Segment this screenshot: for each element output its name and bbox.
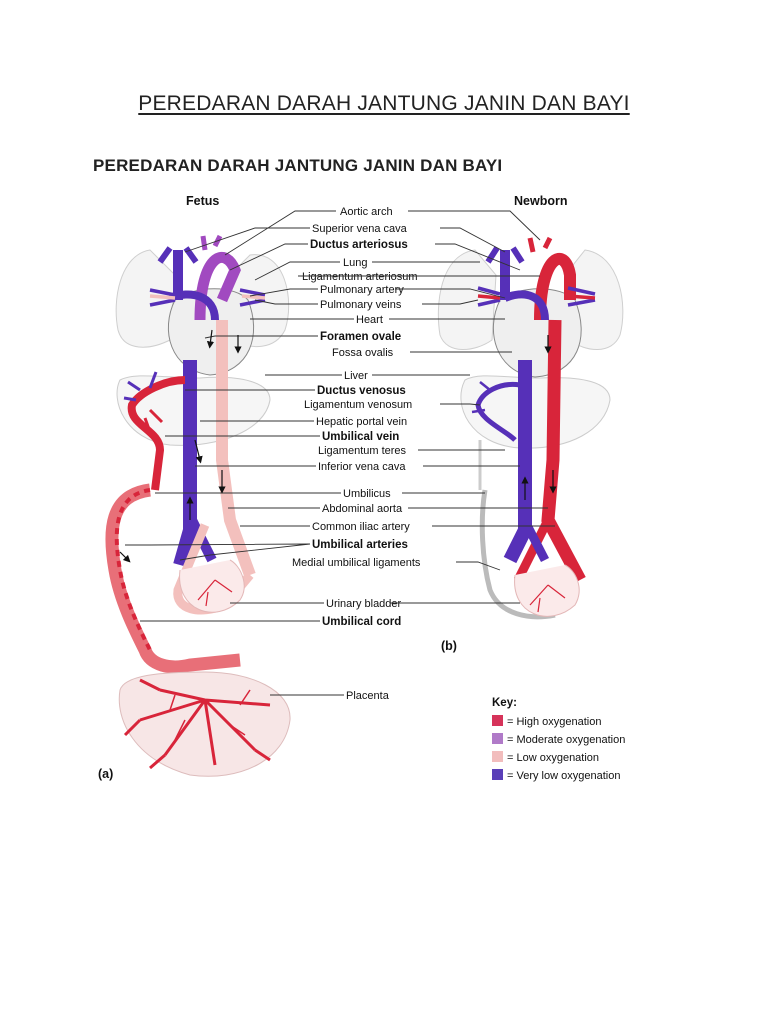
label-hepatic-portal-vein: Hepatic portal vein xyxy=(316,416,408,428)
newborn-left-lung xyxy=(438,250,496,350)
label-pulmonary-artery: Pulmonary artery xyxy=(320,284,404,296)
label-inferior-vena-cava: Inferior vena cava xyxy=(318,461,406,473)
document-title: PEREDARAN DARAH JANTUNG JANIN DAN BAYI xyxy=(138,92,630,115)
newborn-label: Newborn xyxy=(514,194,568,208)
label-liver: Liver xyxy=(344,370,368,382)
document-heading: PEREDARAN DARAH JANTUNG JANIN DAN BAYI xyxy=(93,156,503,175)
label-umbilical-vein: Umbilical vein xyxy=(322,431,400,443)
key-swatch-high xyxy=(492,715,503,726)
label-placenta: Placenta xyxy=(346,690,389,702)
key-swatch-low xyxy=(492,751,503,762)
panel-a-label: (a) xyxy=(98,767,114,781)
label-aortic-arch: Aortic arch xyxy=(340,206,393,218)
label-lung: Lung xyxy=(343,257,368,269)
label-ductus-venosus: Ductus venosus xyxy=(317,385,406,397)
color-key xyxy=(492,697,625,782)
label-umbilical-cord: Umbilical cord xyxy=(322,616,402,628)
label-ductus-arteriosus: Ductus arteriosus xyxy=(310,239,408,251)
label-heart: Heart xyxy=(356,314,383,326)
placenta xyxy=(119,672,290,776)
label-foramen-ovale: Foramen ovale xyxy=(320,331,402,343)
key-label-moderate: = Moderate oxygenation xyxy=(507,734,626,746)
key-label-low: = Low oxygenation xyxy=(507,752,600,764)
label-abdominal-aorta: Abdominal aorta xyxy=(322,503,403,515)
key-swatch-very-low xyxy=(492,769,503,780)
key-title: Key: xyxy=(492,697,517,709)
label-fossa-ovalis: Fossa ovalis xyxy=(332,347,394,359)
newborn-diagram xyxy=(438,238,622,617)
fetus-diagram xyxy=(112,236,290,776)
panel-b-label: (b) xyxy=(441,639,457,653)
label-superior-vena-cava: Superior vena cava xyxy=(312,223,407,235)
key-label-very-low: = Very low oxygenation xyxy=(507,770,621,782)
label-umbilical-arteries: Umbilical arteries xyxy=(312,539,408,551)
label-ligamentum-venosum: Ligamentum venosum xyxy=(304,399,413,411)
label-urinary-bladder: Urinary bladder xyxy=(326,598,402,610)
label-medial-umbilical-ligaments: Medial umbilical ligaments xyxy=(292,557,421,569)
label-umbilicus: Umbilicus xyxy=(343,488,391,500)
label-ligamentum-teres: Ligamentum teres xyxy=(318,445,407,457)
key-swatch-moderate xyxy=(492,733,503,744)
center-labels xyxy=(292,206,421,702)
label-pulmonary-veins: Pulmonary veins xyxy=(320,299,402,311)
label-ligamentum-arteriosum: Ligamentum arteriosum xyxy=(302,271,418,283)
label-common-iliac-artery: Common iliac artery xyxy=(312,521,410,533)
fetus-label: Fetus xyxy=(186,194,220,208)
key-label-high: = High oxygenation xyxy=(507,716,602,728)
